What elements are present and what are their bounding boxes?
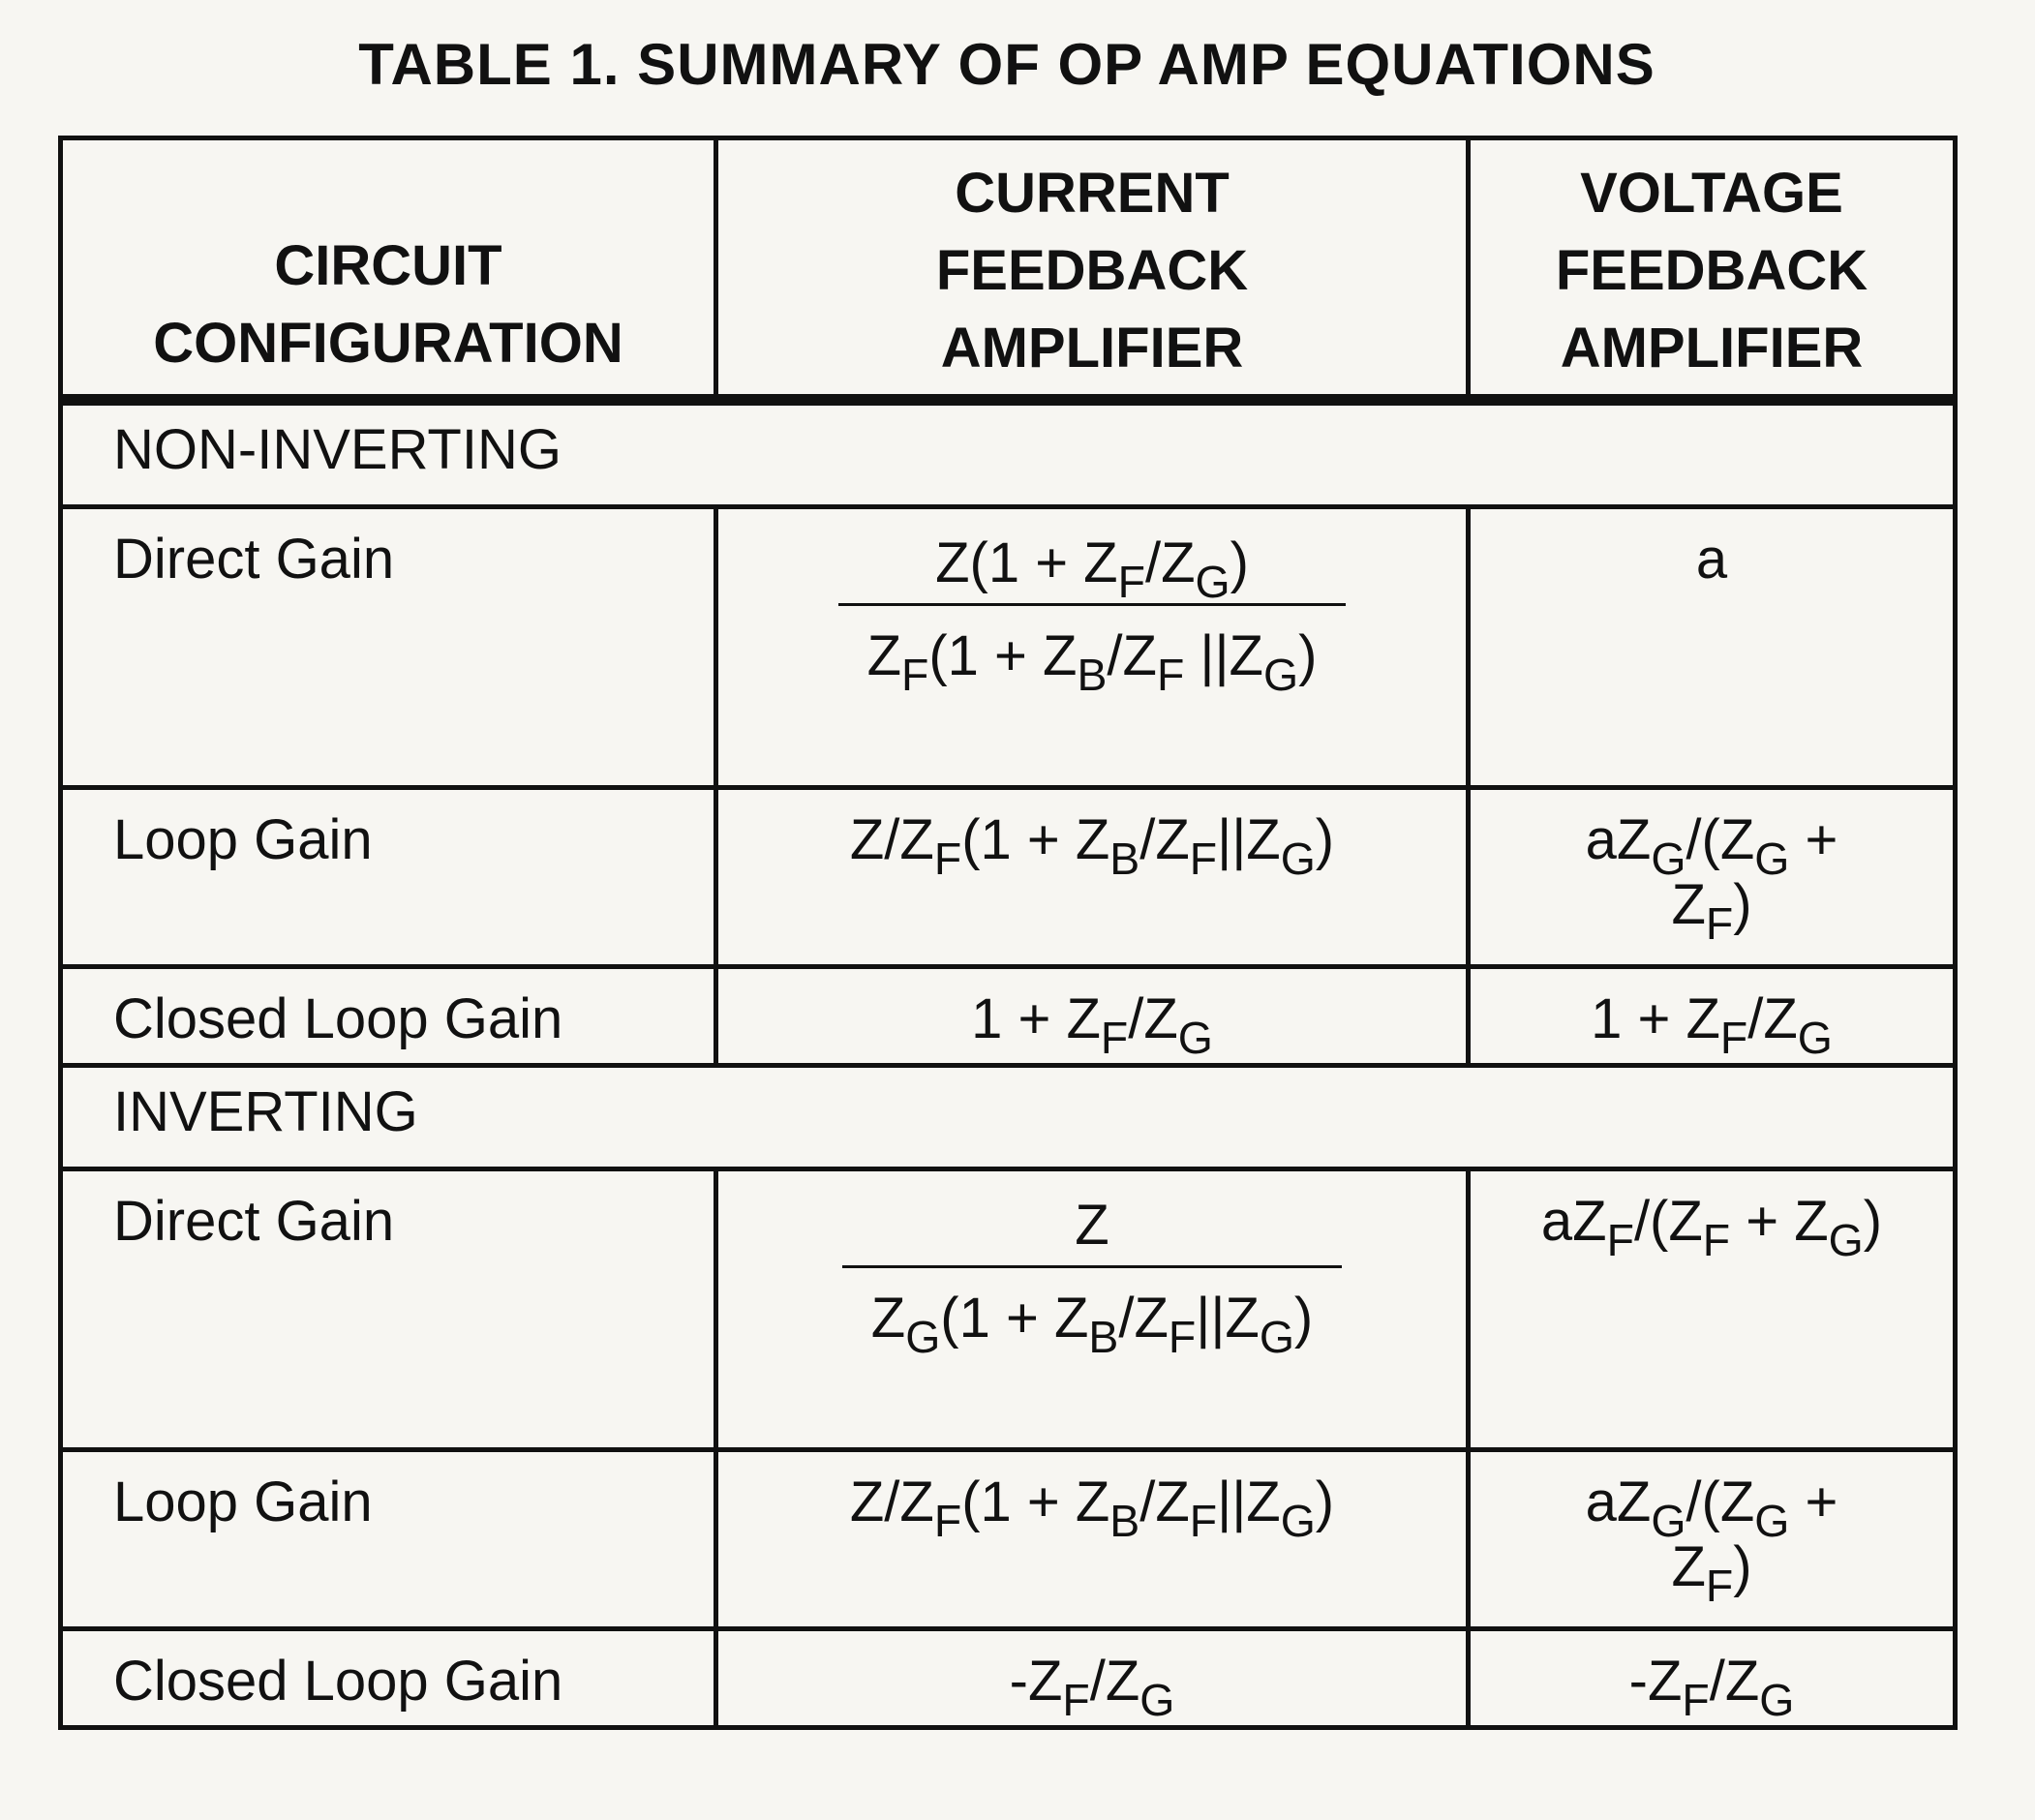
- fraction: $\frac{Z}{Z_G(1 + Z_B/Z_F||Z_G)}$: [842, 1193, 1342, 1350]
- vfa-closed-loop-gain-non-inverting: $1 + Z_F/Z_G$: [1469, 966, 1956, 1065]
- vfa-loop-gain-inverting: $aZ_G/(Z_G$ + $Z_F$): [1469, 1449, 1956, 1628]
- vfa-direct-gain-non-inverting: a: [1469, 506, 1956, 787]
- header-line: VOLTAGE: [1580, 161, 1843, 225]
- header-row: [61, 138, 1956, 400]
- header-current-feedback: [716, 138, 1469, 400]
- vfa-direct-gain-inverting: $aZ_F/(Z_F + Z_G)$: [1469, 1168, 1956, 1449]
- vfa-loop-gain-non-inverting: $aZ_G/(Z_G$ + $Z_F$): [1469, 787, 1956, 966]
- fraction: $\frac{Z(1 + Z_F/Z_G)}{Z_F(1 + Z_B/Z_F ||Z_G)}$: [838, 531, 1347, 688]
- row-label: Loop Gain: [61, 1449, 716, 1628]
- row-label: Loop Gain: [61, 787, 716, 966]
- cfa-loop-gain-inverting: $Z/Z_F(1 + Z_B/Z_F||Z_G)$: [716, 1449, 1469, 1628]
- header-voltage-feedback: [1469, 138, 1956, 400]
- table-title: TABLE 1. SUMMARY OF OP AMP EQUATIONS: [358, 32, 1655, 97]
- cfa-closed-loop-gain-inverting: $-Z_F/Z_G$: [716, 1628, 1469, 1727]
- header-line: CIRCUIT: [274, 234, 502, 297]
- row-label: Direct Gain: [61, 506, 716, 787]
- section-non-inverting: NON-INVERTING: [61, 400, 1956, 507]
- header-circuit-configuration: [61, 138, 716, 400]
- cfa-loop-gain-non-inverting: $Z/Z_F(1 + Z_B/Z_F||Z_G)$: [716, 787, 1469, 966]
- row-label: Closed Loop Gain: [61, 966, 716, 1065]
- header-line: AMPLIFIER: [940, 316, 1244, 379]
- section-row: [61, 1065, 1956, 1168]
- table-row: [61, 1168, 1956, 1449]
- vfa-closed-loop-gain-inverting: $-Z_F/Z_G$: [1469, 1628, 1956, 1727]
- header-line: FEEDBACK: [1555, 238, 1868, 302]
- section-row: [61, 400, 1956, 507]
- op-amp-equations-table: [58, 136, 1958, 1730]
- header-line: AMPLIFIER: [1560, 316, 1864, 379]
- cfa-direct-gain-non-inverting: [716, 506, 1469, 787]
- cfa-direct-gain-inverting: [716, 1168, 1469, 1449]
- table-row: [61, 1628, 1956, 1727]
- header-line: CONFIGURATION: [153, 312, 623, 375]
- table-row: [61, 1449, 1956, 1628]
- section-inverting: INVERTING: [61, 1065, 1956, 1168]
- header-line: CURRENT: [955, 161, 1230, 225]
- header-line: FEEDBACK: [935, 238, 1249, 302]
- table-row: [61, 506, 1956, 787]
- cfa-closed-loop-gain-non-inverting: $1 + Z_F/Z_G$: [716, 966, 1469, 1065]
- row-label: Direct Gain: [61, 1168, 716, 1449]
- table-row: [61, 787, 1956, 966]
- row-label: Closed Loop Gain: [61, 1628, 716, 1727]
- table-row: [61, 966, 1956, 1065]
